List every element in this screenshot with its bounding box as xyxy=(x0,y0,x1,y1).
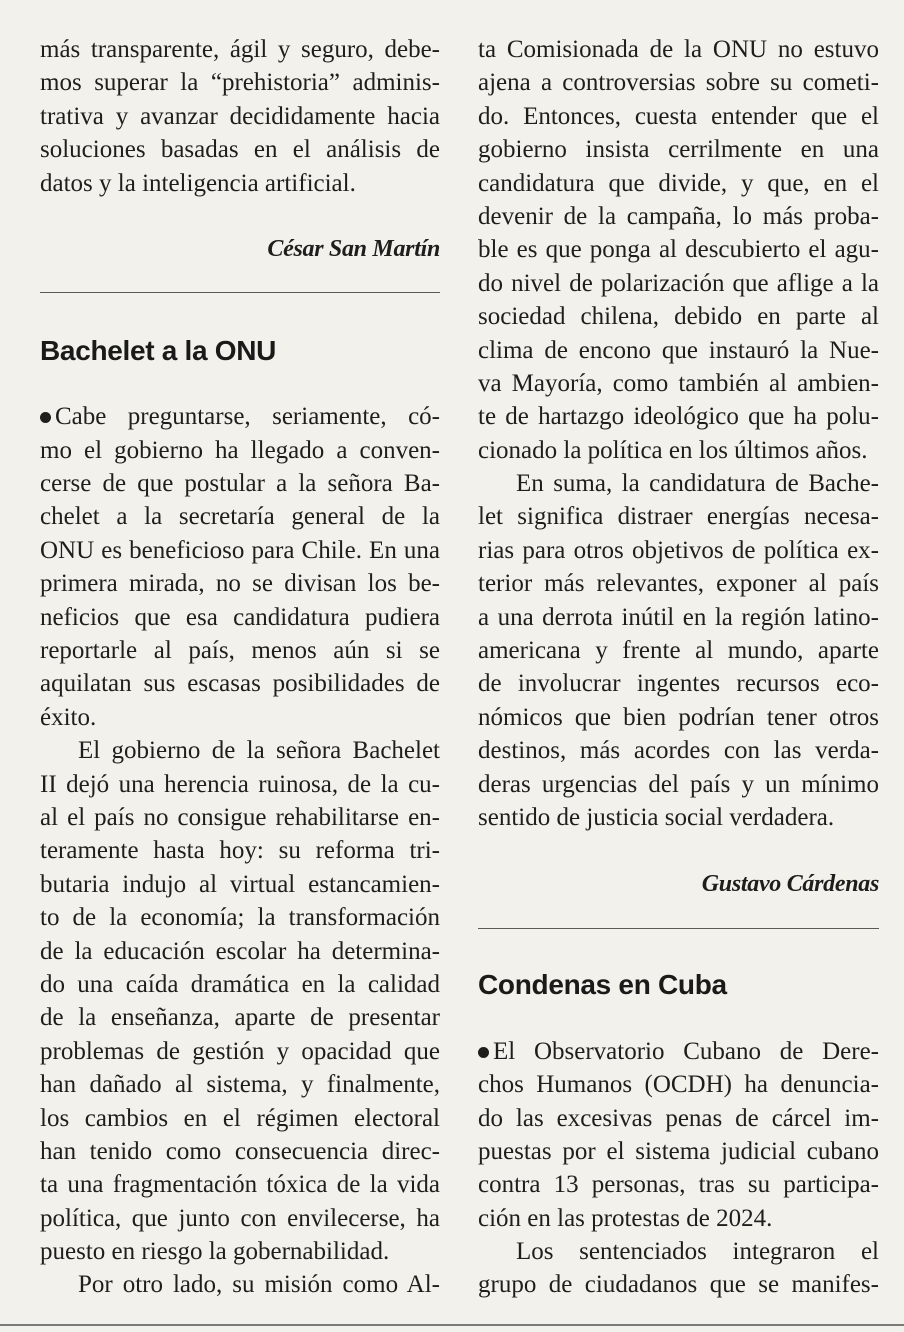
paragraph xyxy=(40,1268,440,1301)
text-line xyxy=(40,66,440,99)
line-text: soluciones basadas en el análisis de xyxy=(40,136,440,164)
line-text: de involucrar ingentes recursos eco- xyxy=(478,670,879,698)
text-line xyxy=(478,1102,879,1135)
line-text: a una derrota inútil en la región latino- xyxy=(478,603,879,631)
text-line xyxy=(40,968,440,1001)
line-text: Los sentenciados integraron el xyxy=(516,1238,879,1266)
text-line xyxy=(40,1001,440,1034)
spacer xyxy=(40,367,440,400)
text-line xyxy=(478,33,879,66)
right-column xyxy=(478,33,879,1302)
text-line xyxy=(40,400,440,433)
text-line xyxy=(40,534,440,567)
line-text: chelet a la secretaría general de la xyxy=(40,503,440,531)
line-text: han dañado al sistema, y finalmente, xyxy=(40,1071,440,1099)
text-line xyxy=(40,1168,440,1201)
text-line xyxy=(478,1035,879,1068)
text-line xyxy=(40,901,440,934)
line-text: ajena a controversias sobre su cometi- xyxy=(478,69,879,97)
line-text: neficios que esa candidatura pudiera xyxy=(40,603,440,631)
text-line xyxy=(478,567,879,600)
line-text: terior más relevantes, exponer al país xyxy=(478,570,879,598)
line-text: puestas por el sistema judicial cubano xyxy=(478,1137,879,1165)
line-text: cerse de que postular a la señora Ba- xyxy=(40,470,440,498)
line-text: sociedad chilena, debido en parte al xyxy=(478,303,879,331)
text-line xyxy=(40,768,440,801)
line-text: Por otro lado, su misión como Al- xyxy=(78,1271,440,1299)
line-text: El Observatorio Cubano de Dere- xyxy=(493,1037,879,1065)
line-text: americana y frente al mundo, aparte xyxy=(478,637,879,665)
line-text: chos Humanos (OCDH) ha denuncia- xyxy=(478,1071,879,1099)
section-divider xyxy=(478,901,879,934)
line-text: contra 13 personas, tras su participa- xyxy=(478,1171,879,1199)
spacer xyxy=(478,1001,879,1034)
text-line xyxy=(478,500,879,533)
left-column xyxy=(40,33,440,1302)
text-line xyxy=(40,1268,440,1301)
text-line xyxy=(478,1268,879,1301)
line-text: ta Comisionada de la ONU no estuvo xyxy=(478,36,879,63)
text-line xyxy=(478,367,879,400)
text-line xyxy=(40,1135,440,1168)
line-text: de la educación escolar ha determina- xyxy=(40,937,440,965)
line-text: ONU es beneficioso para Chile. En una xyxy=(40,536,440,564)
text-line xyxy=(478,133,879,166)
line-text: grupo de ciudadanos que se manifes- xyxy=(478,1271,879,1299)
line-text: te de hartazgo ideológico que ha polu- xyxy=(478,403,879,431)
spacer xyxy=(40,200,440,233)
text-line xyxy=(40,100,440,133)
line-text: más transparente, ágil y seguro, debe- xyxy=(40,36,440,63)
line-text: do las excesivas penas de cárcel im- xyxy=(478,1104,879,1132)
text-line xyxy=(478,200,879,233)
text-line xyxy=(478,1168,879,1201)
paragraph xyxy=(478,467,879,834)
line-text: clima de encono que instauró la Nue- xyxy=(478,336,879,364)
letter-signature: César San Martín xyxy=(267,236,440,263)
line-text: de la enseñanza, aparte de presentar xyxy=(40,1004,440,1032)
text-line xyxy=(478,167,879,200)
text-line xyxy=(40,601,440,634)
text-line xyxy=(478,701,879,734)
text-line xyxy=(478,100,879,133)
line-text: do nivel de polarización que aflige a la xyxy=(478,269,879,297)
text-line xyxy=(40,167,440,200)
text-line xyxy=(478,66,879,99)
line-text: ta una fragmentación tóxica de la vida xyxy=(40,1171,440,1199)
spacer xyxy=(478,935,879,968)
text-line xyxy=(478,601,879,634)
line-text: han tenido como consecuencia direc- xyxy=(40,1137,440,1165)
line-text: ción en las protestas de 2024. xyxy=(478,1204,773,1232)
paragraph xyxy=(478,1035,879,1235)
text-line xyxy=(478,768,879,801)
line-text: gobierno insista cerrilmente en una xyxy=(478,136,879,164)
line-text: ble es que ponga al descubierto el agu- xyxy=(478,236,879,264)
line-text: El gobierno de la señora Bachelet xyxy=(78,737,440,765)
text-line xyxy=(40,133,440,166)
text-line xyxy=(478,400,879,433)
text-line xyxy=(478,734,879,767)
text-line xyxy=(478,334,879,367)
spacer xyxy=(478,834,879,867)
text-line xyxy=(478,300,879,333)
paragraph xyxy=(40,734,440,1268)
text-line xyxy=(40,1235,440,1268)
text-line xyxy=(40,500,440,533)
text-line xyxy=(40,734,440,767)
line-text: do. Entonces, cuesta entender que el xyxy=(478,102,879,130)
line-text: to de la economía; la transformación xyxy=(40,904,440,932)
text-line xyxy=(40,834,440,867)
text-line xyxy=(478,467,879,500)
letter-title: Bachelet a la ONU xyxy=(40,334,277,366)
line-text: let significa distraer energías necesa- xyxy=(478,503,879,531)
text-line xyxy=(478,1068,879,1101)
text-line xyxy=(40,634,440,667)
line-text: al el país no consigue rehabilitarse en- xyxy=(40,803,440,831)
line-text: butaria indujo al virtual estancamien- xyxy=(40,870,440,898)
line-text: cionado la política en los últimos años. xyxy=(478,436,868,464)
text-line xyxy=(40,701,440,734)
line-text: trativa y avanzar decididamente hacia xyxy=(40,102,440,130)
line-text: reportarle al país, menos aún si se xyxy=(40,637,440,665)
text-line xyxy=(40,868,440,901)
text-line xyxy=(478,667,879,700)
line-text: mo el gobierno ha llegado a conven- xyxy=(40,436,440,464)
line-text: En suma, la candidatura de Bache- xyxy=(516,470,879,498)
text-line xyxy=(40,667,440,700)
line-text: aquilatan sus escasas posibilidades de xyxy=(40,670,440,698)
line-text: puesto en riesgo la gobernabilidad. xyxy=(40,1238,390,1266)
paragraph xyxy=(40,33,440,200)
line-text: sentido de justicia social verdadera. xyxy=(478,803,835,831)
line-text: éxito. xyxy=(40,703,97,731)
section-divider xyxy=(40,267,440,300)
paragraph xyxy=(40,400,440,734)
line-text: do una caída dramática en la calidad xyxy=(40,970,440,998)
text-line xyxy=(478,434,879,467)
line-text: candidatura que divide, y que, en el xyxy=(478,169,879,197)
line-text: mos superar la “prehistoria” adminis- xyxy=(40,69,440,97)
text-line xyxy=(40,467,440,500)
text-line xyxy=(40,567,440,600)
text-line xyxy=(478,534,879,567)
line-text: rias para otros objetivos de política ex- xyxy=(478,536,879,564)
divider-line xyxy=(40,292,440,293)
line-text: los cambios en el régimen electoral xyxy=(40,1104,440,1132)
line-text: teramente hasta hoy: su reforma tri- xyxy=(40,837,440,865)
text-line xyxy=(40,935,440,968)
letter-title: Condenas en Cuba xyxy=(478,968,727,1000)
text-line xyxy=(478,801,879,834)
line-text: devenir de la campaña, lo más proba- xyxy=(478,202,879,230)
text-line xyxy=(40,434,440,467)
paragraph xyxy=(478,1235,879,1302)
text-line xyxy=(478,634,879,667)
line-text: problemas de gestión y opacidad que xyxy=(40,1037,440,1065)
paragraph xyxy=(478,33,879,467)
text-line xyxy=(40,1102,440,1135)
line-text: nómicos que bien podrían tener otros xyxy=(478,703,879,731)
text-line xyxy=(478,1202,879,1235)
line-text: Cabe preguntarse, seriamente, có- xyxy=(55,403,440,431)
text-line xyxy=(40,1068,440,1101)
text-line xyxy=(40,33,440,66)
line-text: primera mirada, no se divisan los be- xyxy=(40,570,440,598)
spacer xyxy=(40,300,440,333)
line-text: destinos, más acordes con las verda- xyxy=(478,737,879,765)
line-text: deras urgencias del país y un mínimo xyxy=(478,770,879,798)
text-line xyxy=(478,267,879,300)
letter-signature: Gustavo Cárdenas xyxy=(701,870,879,897)
text-line xyxy=(478,1135,879,1168)
text-line xyxy=(40,801,440,834)
line-text: va Mayoría, como también al ambien- xyxy=(478,369,879,397)
text-line xyxy=(478,233,879,266)
divider-line xyxy=(478,928,879,929)
bullet-icon xyxy=(478,1047,489,1058)
line-text: datos y la inteligencia artificial. xyxy=(40,169,356,197)
line-text: II dejó una herencia ruinosa, de la cu- xyxy=(40,770,440,798)
page-bottom-rule xyxy=(0,1324,904,1326)
text-line xyxy=(40,1202,440,1235)
text-line xyxy=(40,1035,440,1068)
line-text: política, que junto con envilecerse, ha xyxy=(40,1204,440,1232)
text-line xyxy=(478,1235,879,1268)
bullet-icon xyxy=(40,412,51,423)
